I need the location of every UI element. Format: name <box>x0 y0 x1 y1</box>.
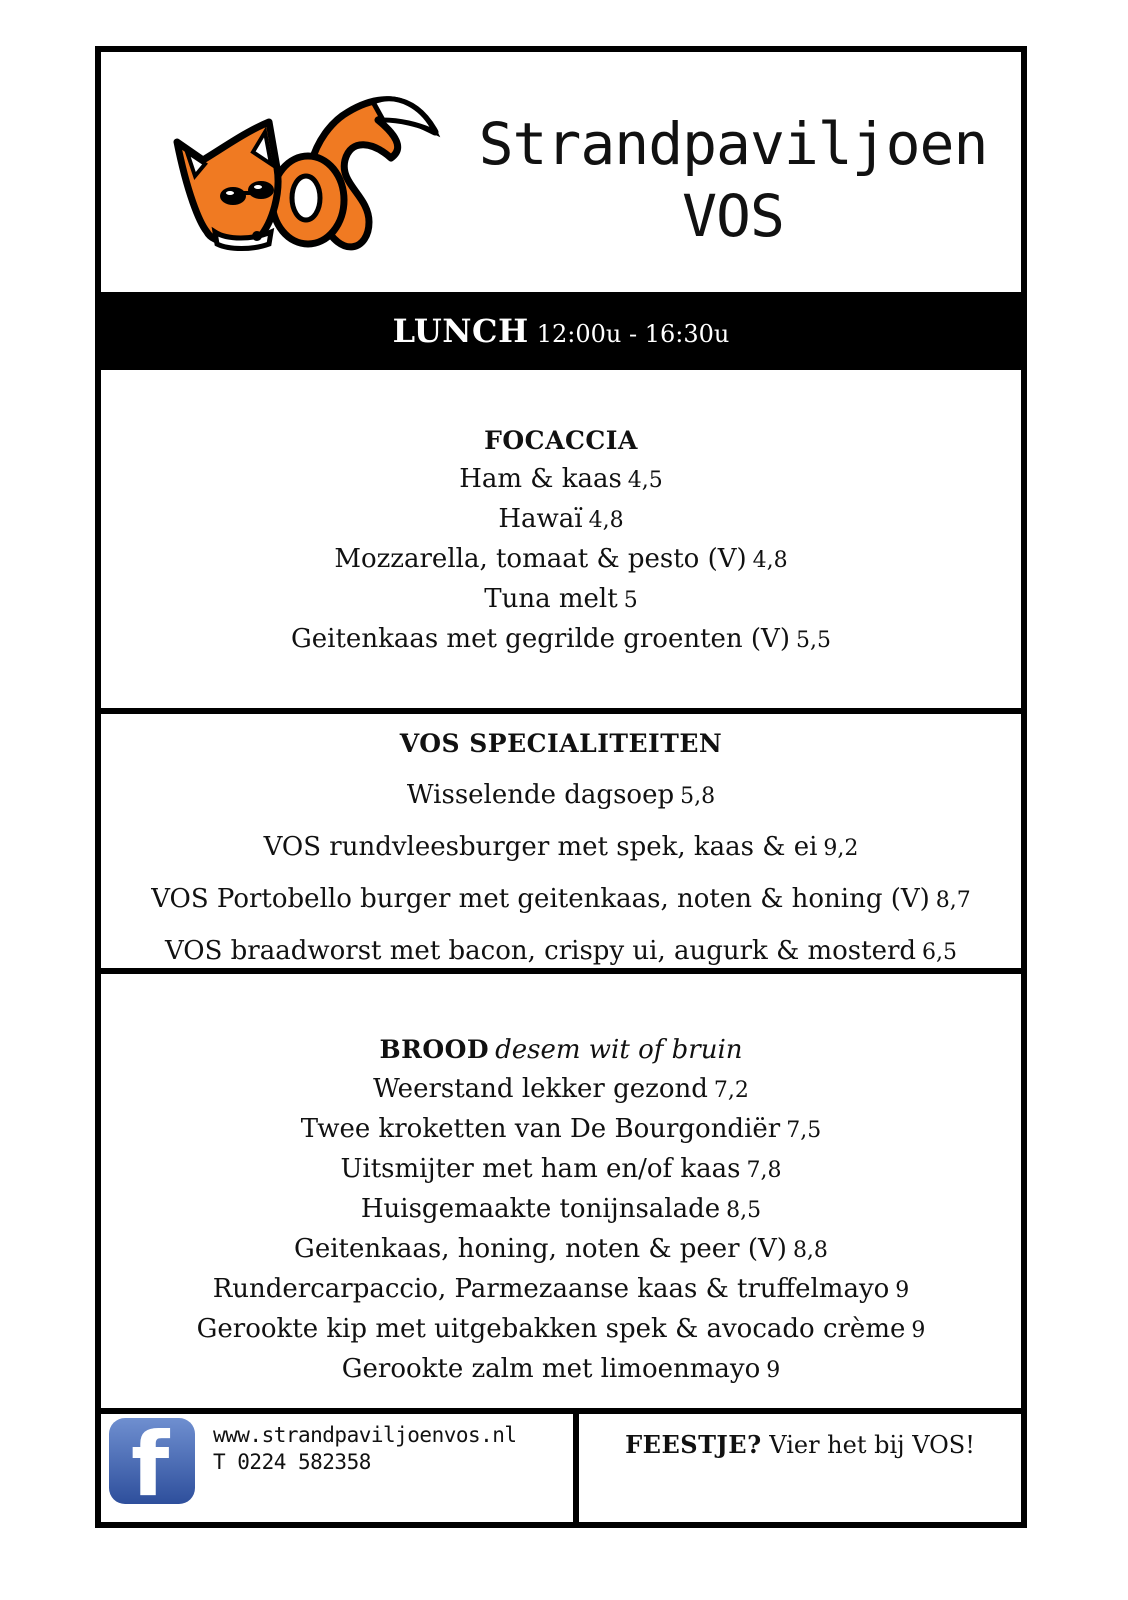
menu-item <box>101 874 1021 926</box>
item-price: 9,2 <box>823 836 859 861</box>
item-name: Mozzarella, tomaat & pesto (V) <box>334 544 747 574</box>
section-heading <box>101 1030 1021 1070</box>
item-price: 7,8 <box>746 1158 782 1183</box>
menu-item <box>101 1350 1021 1390</box>
menu-item <box>101 1310 1021 1350</box>
item-name: Weerstand lekker gezond <box>373 1074 708 1104</box>
item-price: 9 <box>766 1358 781 1383</box>
item-name: Twee kroketten van De Bourgondiër <box>300 1114 781 1144</box>
brood-heading: BROOD <box>379 1035 490 1064</box>
lunch-label: LUNCH <box>392 312 529 350</box>
facebook-icon[interactable]: f <box>109 1418 195 1504</box>
footer <box>101 1408 1021 1522</box>
item-price: 5,8 <box>680 784 716 809</box>
menu-item <box>101 500 1021 540</box>
item-price: 5 <box>623 588 638 613</box>
menu-item <box>101 540 1021 580</box>
menu-item <box>101 1270 1021 1310</box>
title-line-2: VOS <box>682 182 784 250</box>
party-callout <box>579 1430 1021 1459</box>
item-price: 9 <box>895 1278 910 1303</box>
item-name: VOS rundvleesburger met spek, kaas & ei <box>263 832 818 862</box>
item-name: Rundercarpaccio, Parmezaanse kaas & truffelmayo <box>212 1274 890 1304</box>
item-price: 5,5 <box>795 628 831 653</box>
party-heading: FEESTJE? <box>625 1430 762 1459</box>
item-price: 9 <box>911 1318 926 1343</box>
lunch-hours: 12:00u - 16:30u <box>536 320 730 348</box>
contact-info <box>213 1422 517 1476</box>
menu-item <box>101 1070 1021 1110</box>
item-name: VOS Portobello burger met geitenkaas, noten & honing (V) <box>151 884 930 914</box>
menu-frame <box>95 46 1027 1528</box>
item-price: 6,5 <box>922 940 958 965</box>
item-name: Uitsmijter met ham en/of kaas <box>340 1154 741 1184</box>
menu-item <box>101 620 1021 660</box>
item-name: Gerookte kip met uitgebakken spek & avocado crème <box>196 1314 906 1344</box>
title-line-1: Strandpaviljoen <box>478 110 988 178</box>
specialiteiten-section <box>101 708 1021 968</box>
item-price: 4,8 <box>588 508 624 533</box>
item-name: Ham & kaas <box>459 464 622 494</box>
menu-item <box>101 1110 1021 1150</box>
header <box>101 52 1021 292</box>
item-price: 8,5 <box>726 1198 762 1223</box>
lunch-banner <box>101 292 1021 370</box>
menu-item <box>101 460 1021 500</box>
item-name: Geitenkaas, honing, noten & peer (V) <box>294 1234 787 1264</box>
item-name: Huisgemaakte tonijnsalade <box>360 1194 721 1224</box>
item-name: VOS braadworst met bacon, crispy ui, augurk & mosterd <box>164 936 917 966</box>
item-name: Tuna melt <box>484 584 618 614</box>
restaurant-title <box>473 108 993 252</box>
item-price: 7,5 <box>786 1118 822 1143</box>
item-price: 8,8 <box>792 1238 828 1263</box>
section-heading: FOCACCIA <box>484 426 638 455</box>
menu-item <box>101 770 1021 822</box>
focaccia-section <box>101 370 1021 708</box>
party-text: Vier het bij VOS! <box>769 1431 975 1459</box>
item-price: 8,7 <box>935 888 971 913</box>
item-price: 4,5 <box>627 468 663 493</box>
fox-logo-icon <box>173 72 453 262</box>
item-price: 7,2 <box>713 1078 749 1103</box>
brood-section <box>101 968 1021 1418</box>
menu-item <box>101 580 1021 620</box>
item-name: Hawaï <box>498 504 583 534</box>
menu-item <box>101 1230 1021 1270</box>
item-name: Geitenkaas met gegrilde groenten (V) <box>291 624 790 654</box>
item-name: Wisselende dagsoep <box>406 780 675 810</box>
item-price: 4,8 <box>752 548 788 573</box>
section-heading: VOS SPECIALITEITEN <box>399 729 723 758</box>
brood-subheading: desem wit of bruin <box>495 1035 743 1065</box>
menu-item <box>101 1150 1021 1190</box>
website-link[interactable]: www.strandpaviljoenvos.nl <box>213 1423 517 1447</box>
phone-number: T 0224 582358 <box>213 1450 371 1474</box>
menu-item <box>101 1190 1021 1230</box>
item-name: Gerookte zalm met limoenmayo <box>341 1354 761 1384</box>
menu-item <box>101 822 1021 874</box>
